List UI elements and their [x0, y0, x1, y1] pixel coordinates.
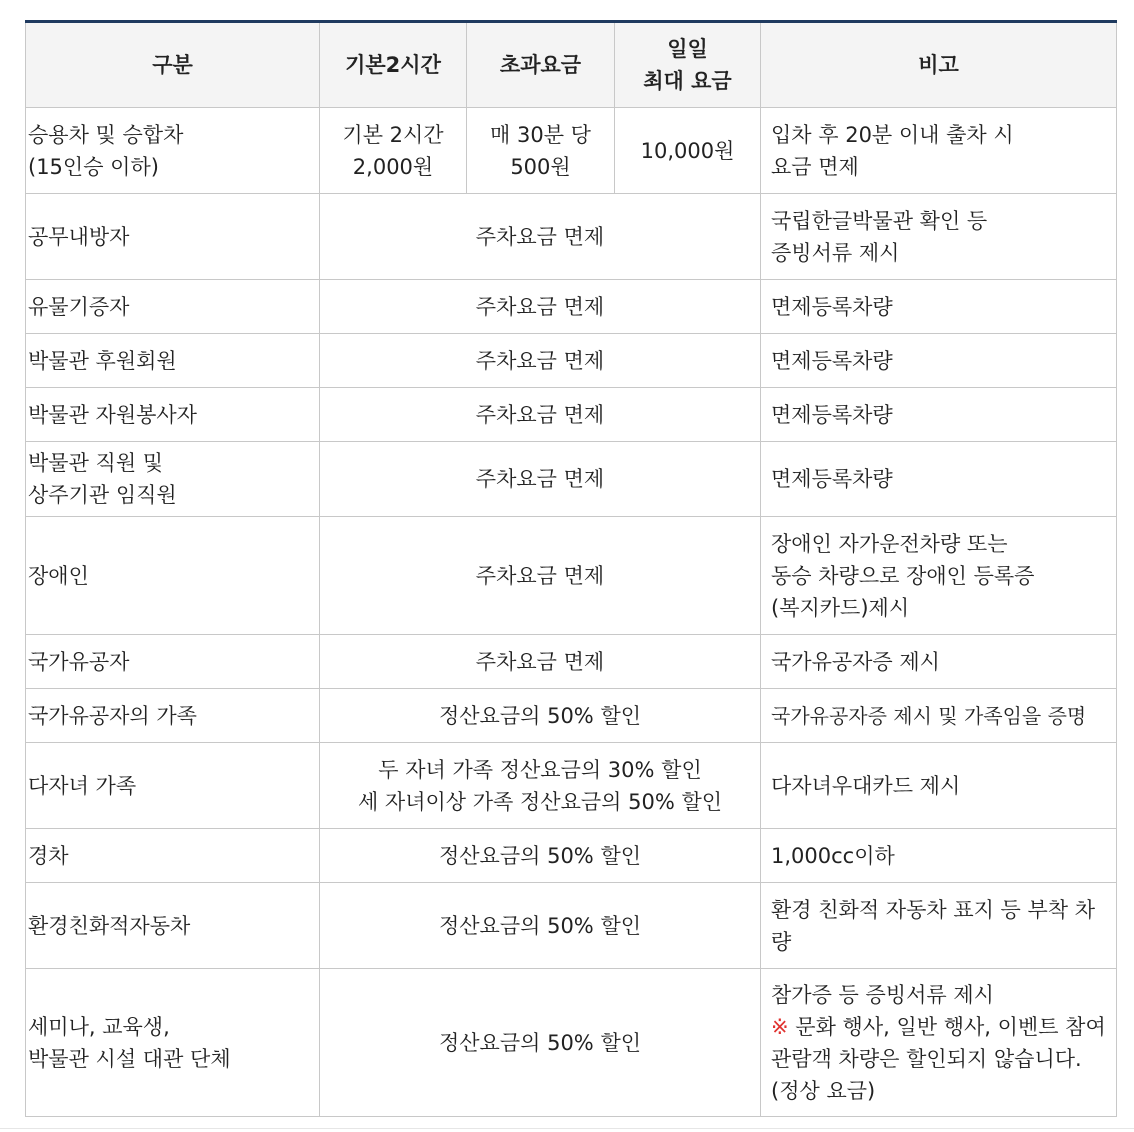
row-note: 면제등록차량 [761, 280, 1117, 334]
row-category [26, 442, 320, 517]
category-line: 승용차 및 승합차 [28, 122, 184, 147]
header-daily-line1: 일일 [667, 37, 708, 61]
note-line [771, 1011, 1116, 1043]
note-line: 요금 면제 [771, 154, 859, 179]
row-category: 박물관 자원봉사자 [26, 388, 320, 442]
row-fee: 주차요금 면제 [320, 517, 761, 635]
row-fee: 정산요금의 50% 할인 [320, 829, 761, 883]
table-row-staff [26, 442, 1117, 517]
category-line: 박물관 직원 및 [28, 451, 164, 475]
category-line: 박물관 시설 대관 단체 [28, 1046, 231, 1071]
reference-mark-icon: ※ [771, 1014, 789, 1039]
parking-fee-table [25, 20, 1117, 1117]
row-note: 다자녀우대카드 제시 [761, 743, 1117, 829]
table-row-merit-family [26, 689, 1117, 743]
note-line: (복지카드)제시 [771, 595, 910, 620]
table-row-donor [26, 280, 1117, 334]
category-line: 상주기관 임직원 [28, 483, 177, 507]
row-note [761, 883, 1117, 969]
row-fee: 주차요금 면제 [320, 442, 761, 517]
row-note: 면제등록차량 [761, 442, 1117, 517]
note-line: 국립한글박물관 확인 등 [771, 208, 988, 233]
row-category: 유물기증자 [26, 280, 320, 334]
row-car-daily: 10,000원 [615, 108, 761, 194]
extra-line: 매 30분 당 [490, 122, 591, 147]
row-car-category [26, 108, 320, 194]
row-fee: 주차요금 면제 [320, 194, 761, 280]
page-bottom-divider [0, 1128, 1134, 1129]
row-category: 공무내방자 [26, 194, 320, 280]
row-category: 박물관 후원회원 [26, 334, 320, 388]
row-fee [320, 743, 761, 829]
table-row-multichild [26, 743, 1117, 829]
row-car-extra [467, 108, 615, 194]
note-line: 입차 후 20분 이내 출차 시 [771, 122, 1014, 147]
header-category: 구분 [26, 22, 320, 108]
fee-line: 두 자녀 가족 정산요금의 30% 할인 [378, 757, 702, 782]
row-note: 1,000cc이하 [761, 829, 1117, 883]
table-row-car [26, 108, 1117, 194]
note-line: 환경 친화적 자동차 표지 등 부착 차 [771, 897, 1096, 922]
note-line: 참가증 등 증빙서류 제시 [771, 982, 994, 1007]
table-row-disabled [26, 517, 1117, 635]
note-text: 문화 행사, 일반 행사, 이벤트 참여 [788, 1014, 1106, 1039]
table-row-eco [26, 883, 1117, 969]
basic-line: 기본 2시간 [342, 122, 444, 147]
row-category: 국가유공자의 가족 [26, 689, 320, 743]
category-line: (15인승 이하) [28, 154, 159, 179]
row-fee: 정산요금의 50% 할인 [320, 969, 761, 1117]
note-line: 량 [771, 929, 792, 954]
row-category [26, 969, 320, 1117]
header-extra-fee: 초과요금 [467, 22, 615, 108]
row-category: 경차 [26, 829, 320, 883]
header-note: 비고 [761, 22, 1117, 108]
row-category: 환경친화적자동차 [26, 883, 320, 969]
note-line: (정상 요금) [771, 1078, 876, 1103]
row-note [761, 194, 1117, 280]
table-header-row [26, 22, 1117, 108]
header-basic-fee: 기본2시간 [320, 22, 467, 108]
row-car-basic [320, 108, 467, 194]
row-note: 면제등록차량 [761, 334, 1117, 388]
note-line: 관람객 차량은 할인되지 않습니다. [771, 1046, 1082, 1071]
parking-fee-table-wrapper [25, 20, 1116, 1117]
row-category: 다자녀 가족 [26, 743, 320, 829]
table-row-seminar [26, 969, 1117, 1117]
row-note: 국가유공자증 제시 및 가족임을 증명 [761, 689, 1117, 743]
row-note [761, 969, 1117, 1117]
row-fee: 주차요금 면제 [320, 280, 761, 334]
row-fee: 정산요금의 50% 할인 [320, 689, 761, 743]
table-row-sponsor [26, 334, 1117, 388]
row-category: 국가유공자 [26, 635, 320, 689]
header-daily-line2: 최대 요금 [643, 69, 732, 93]
row-fee: 주차요금 면제 [320, 334, 761, 388]
row-note: 면제등록차량 [761, 388, 1117, 442]
row-car-note [761, 108, 1117, 194]
table-row-volunteer [26, 388, 1117, 442]
extra-line: 500원 [510, 154, 571, 179]
fee-line: 세 자녀이상 가족 정산요금의 50% 할인 [357, 789, 723, 814]
row-fee: 주차요금 면제 [320, 635, 761, 689]
header-daily-max [615, 22, 761, 108]
row-note: 국가유공자증 제시 [761, 635, 1117, 689]
row-fee: 정산요금의 50% 할인 [320, 883, 761, 969]
row-category: 장애인 [26, 517, 320, 635]
row-note [761, 517, 1117, 635]
table-row-compact [26, 829, 1117, 883]
basic-line: 2,000원 [352, 154, 434, 179]
note-line: 장애인 자가운전차량 또는 [771, 531, 1008, 556]
note-line: 동승 차량으로 장애인 등록증 [771, 563, 1035, 588]
note-line: 증빙서류 제시 [771, 240, 900, 265]
row-fee: 주차요금 면제 [320, 388, 761, 442]
table-row-merit [26, 635, 1117, 689]
table-row-official [26, 194, 1117, 280]
category-line: 세미나, 교육생, [28, 1014, 170, 1039]
